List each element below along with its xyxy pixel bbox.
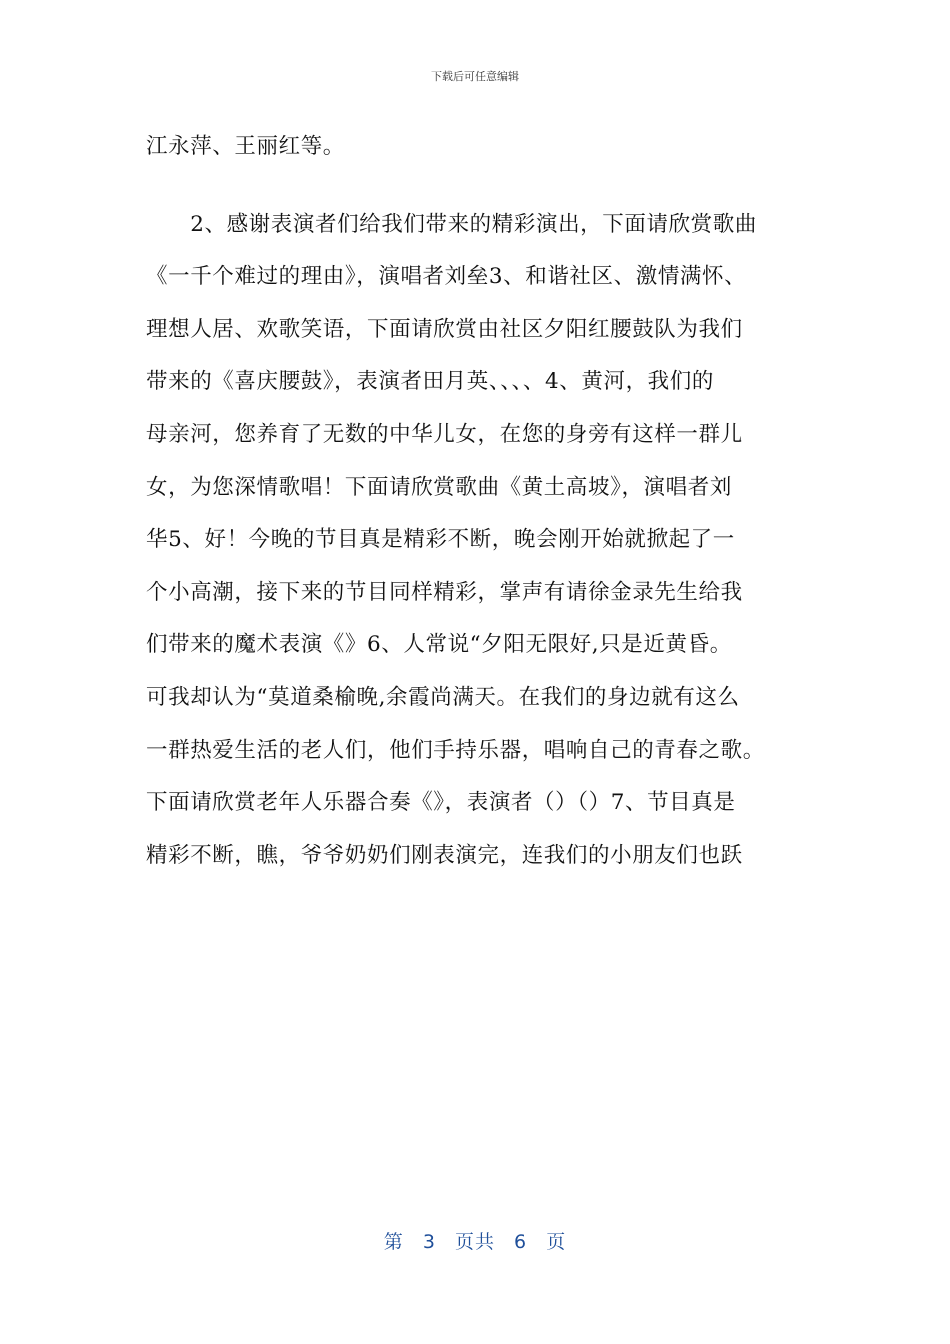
body-line: 母亲河，您养育了无数的中华儿女，在您的身旁有这样一群儿 [146, 421, 743, 447]
header-note: 下载后可任意编辑 [431, 70, 519, 83]
document-body [146, 121, 806, 882]
page-number: 3 [422, 1231, 436, 1253]
page-footer [0, 1227, 950, 1254]
body-line: 下面请欣赏老年人乐器合奏《》，表演者（）（）7、节目真是 [146, 790, 736, 816]
body-line: 带来的《喜庆腰鼓》，表演者田月英、、、、4、黄河，我们的 [146, 369, 714, 395]
page-suffix: 页 [546, 1231, 567, 1253]
page-total: 6 [514, 1231, 528, 1253]
body-line: 《一千个难过的理由》，演唱者刘垒3、和谐社区、激情满怀、 [146, 264, 747, 290]
body-line: 个小高潮，接下来的节目同样精彩，掌声有请徐金录先生给我 [146, 579, 743, 605]
body-line: 一群热爱生活的老人们，他们手持乐器，唱响自己的青春之歌。 [146, 737, 765, 763]
body-line: 可我却认为“莫道桑榆晚,余霞尚满天。在我们的身边就有这么 [146, 684, 740, 710]
body-line: 江永萍、王丽红等。 [146, 134, 345, 159]
page-mid: 页共 [454, 1231, 495, 1253]
page-prefix: 第 [383, 1231, 404, 1253]
body-line: 华5、好！今晚的节目真是精彩不断，晚会刚开始就掀起了一 [146, 527, 735, 553]
body-line: 2、感谢表演者们给我们带来的精彩演出，下面请欣赏歌曲 [146, 211, 757, 237]
body-line: 精彩不断，瞧，爷爷奶奶们刚表演完，连我们的小朋友们也跃 [146, 842, 743, 868]
body-line: 们带来的魔术表演《》6、人常说“夕阳无限好,只是近黄昏。 [146, 632, 732, 658]
body-line: 理想人居、欢歌笑语，下面请欣赏由社区夕阳红腰鼓队为我们 [146, 316, 743, 342]
body-line: 女，为您深情歌唱！下面请欣赏歌曲《黄土高坡》，演唱者刘 [146, 474, 732, 500]
